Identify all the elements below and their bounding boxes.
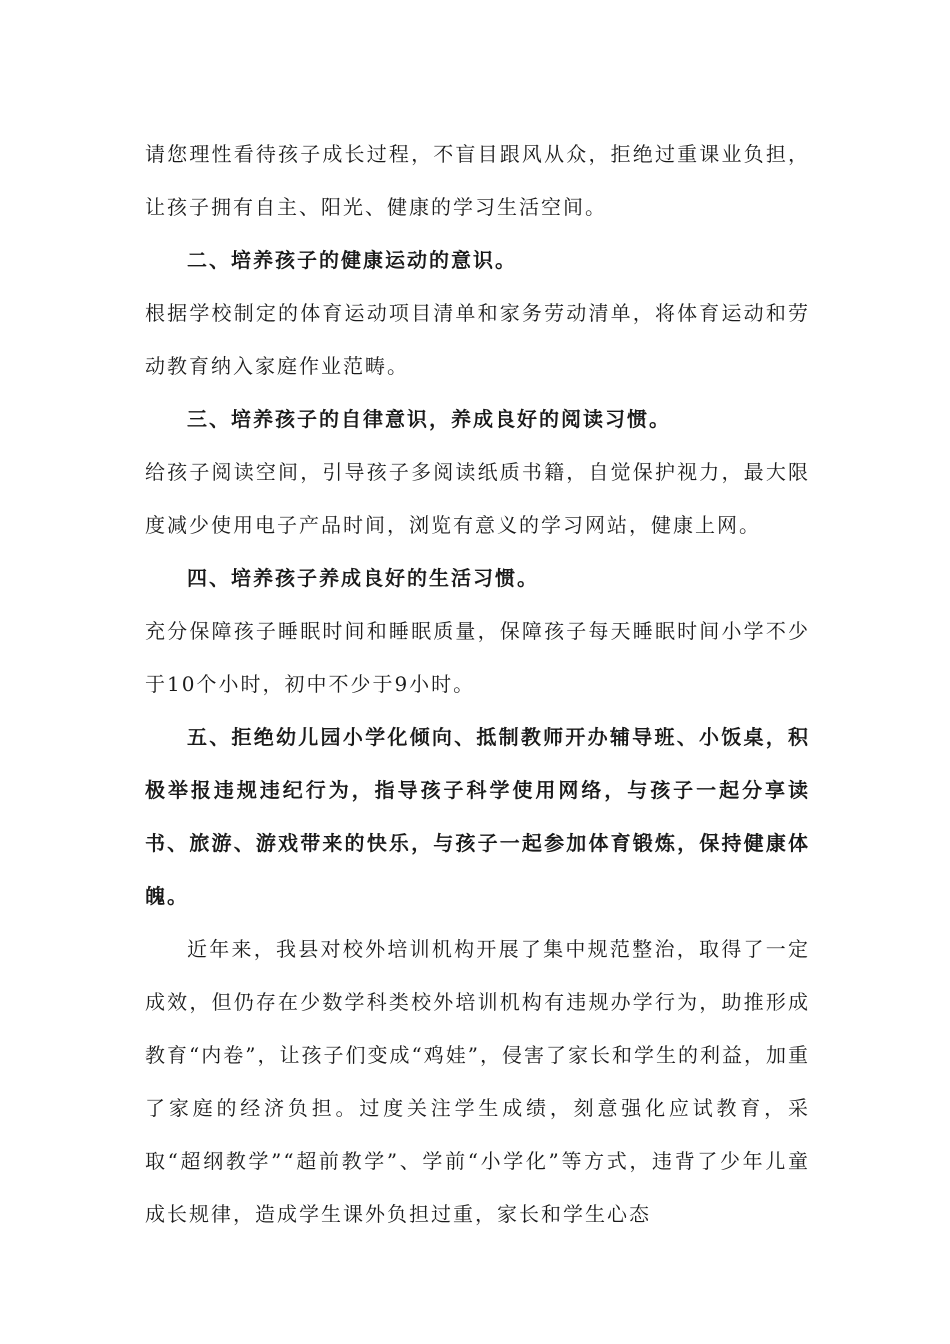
paragraph-reading-space: 给孩子阅读空间，引导孩子多阅读纸质书籍，自觉保护视力，最大限度减少使用电子产品时间，浏览有意义的学习网站，健康上网。: [145, 460, 810, 537]
heading-refuse-preschool-tendency: 五、拒绝幼儿园小学化倾向、抵制教师开办辅导班、小饭桌，积极举报违规违纪行为，指导孩子科学使用网络，与孩子一起分享读书、旅游、游戏带来的快乐，与孩子一起参加体育锻炼，保持健康体魄。: [145, 725, 810, 908]
heading-self-discipline-reading: 三、培养孩子的自律意识，养成良好的阅读习惯。: [187, 407, 671, 431]
heading-health-exercise: 二、培养孩子的健康运动的意识。: [187, 248, 517, 272]
document-body: [145, 128, 810, 1241]
paragraph-exercise-list: 根据学校制定的体育运动项目清单和家务劳动清单，将体育运动和劳动教育纳入家庭作业范畴。: [145, 301, 810, 378]
paragraph-sleep-time: 充分保障孩子睡眠时间和睡眠质量，保障孩子每天睡眠时间小学不少于10个小时，初中不少于9小时。: [145, 619, 810, 696]
heading-living-habits: 四、培养孩子养成良好的生活习惯。: [187, 566, 539, 590]
paragraph-rational-view: 请您理性看待孩子成长过程，不盲目跟风从众，拒绝过重课业负担，让孩子拥有自主、阳光、健康的学习生活空间。: [145, 142, 810, 219]
paragraph-training-institutions: 近年来，我县对校外培训机构开展了集中规范整治，取得了一定成效，但仍存在少数学科类校外培训机构有违规办学行为，助推形成教育“内卷”，让孩子们变成“鸡娃”，侵害了家长和学生的利益，加重了家庭的经济负担。过度关注学生成绩，刻意强化应试教育，采取“超纲教学”“超前教学”、学前“小学化”等方式，违背了少年儿童成长规律，造成学生课外负担过重，家长和学生心态: [145, 937, 810, 1226]
